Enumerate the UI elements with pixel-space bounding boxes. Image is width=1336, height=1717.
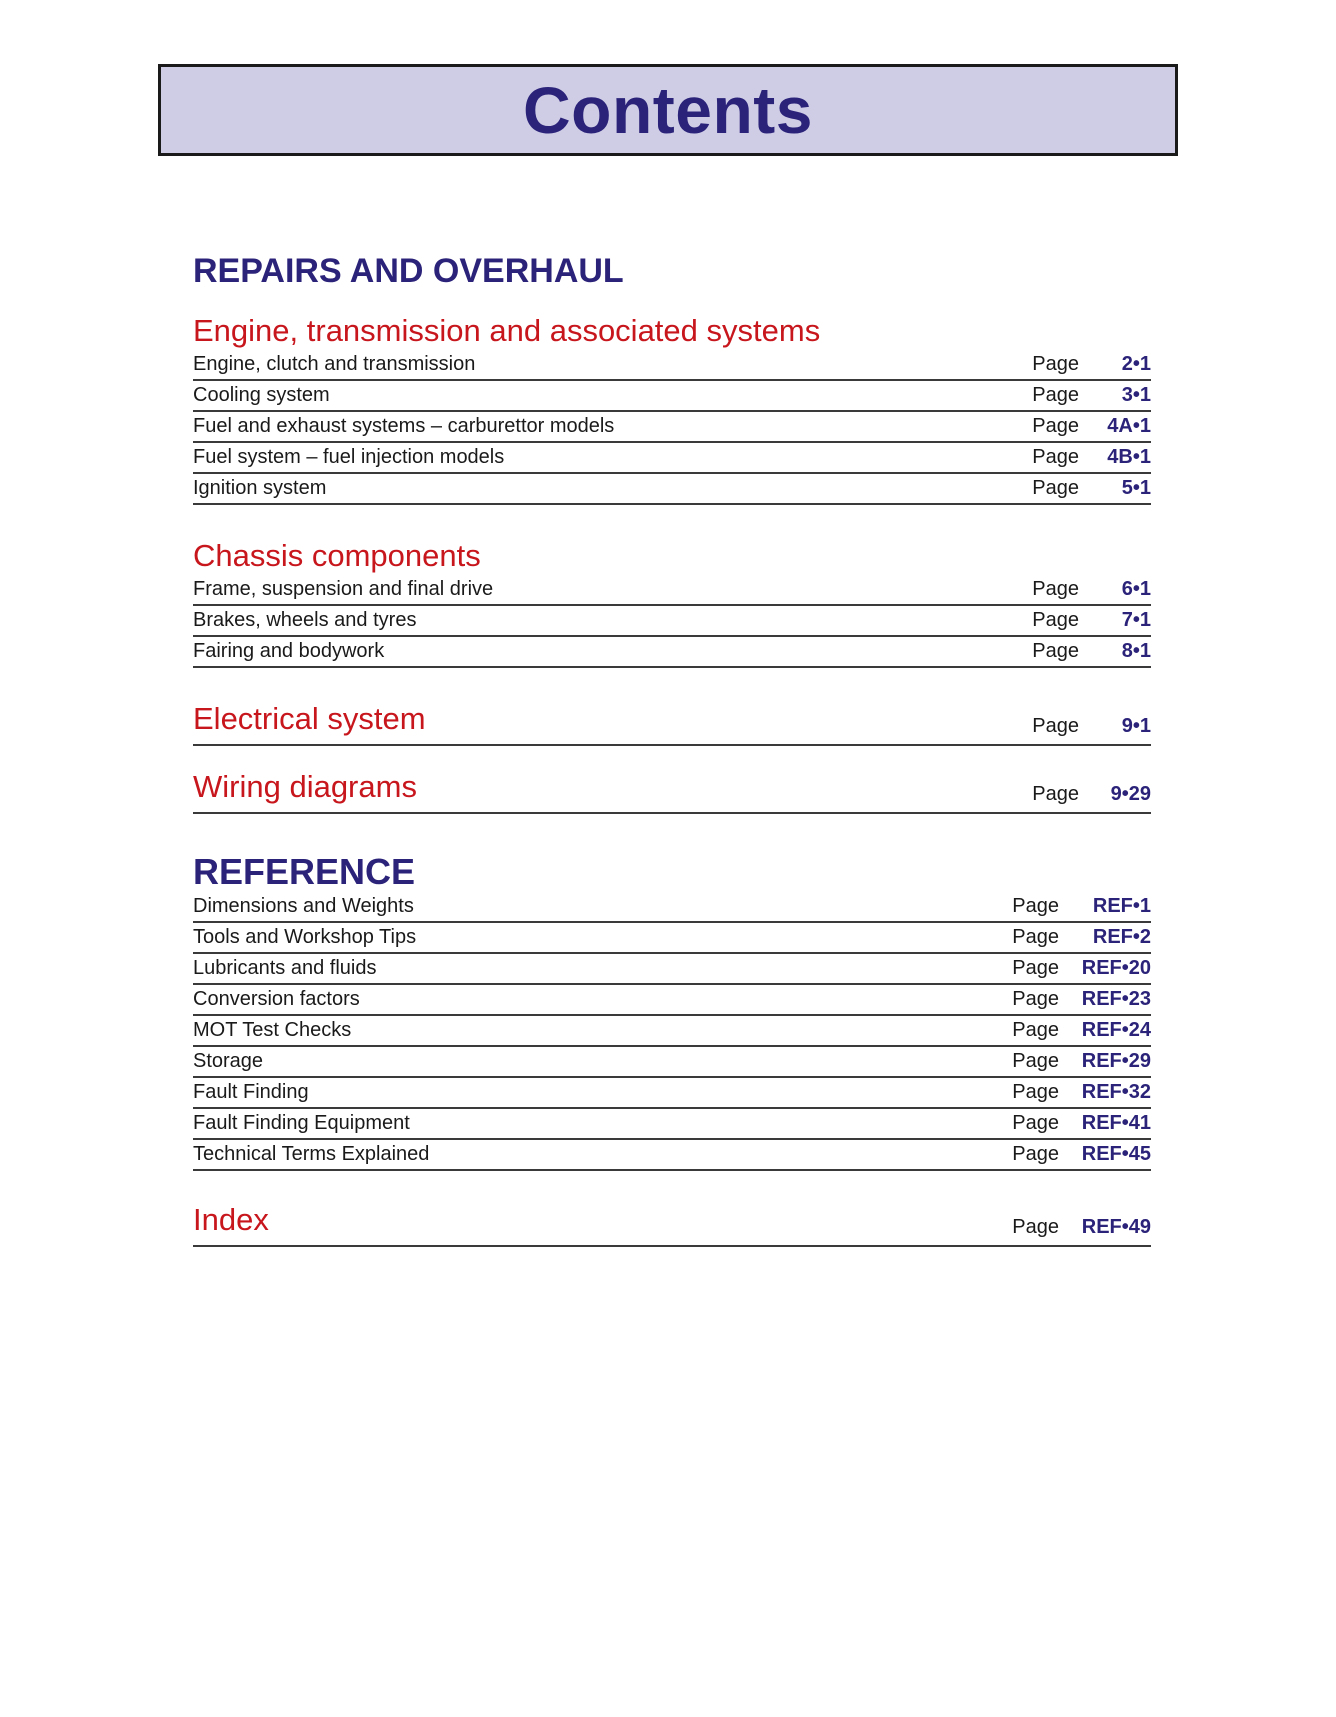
toc-entry[interactable] [193,923,1151,954]
section-engine [193,312,1151,505]
page-number: REF•49 [1081,1216,1151,1238]
section-title: Index [193,1202,269,1237]
page-number: REF•20 [1081,957,1151,979]
entry-label: Fault Finding Equipment [193,1112,410,1134]
entry-label: Brakes, wheels and tyres [193,609,417,631]
toc-entry[interactable] [193,892,1151,923]
page-word: Page [1012,957,1059,979]
page-word: Page [1032,446,1079,468]
entry-label: Fuel and exhaust systems – carburettor models [193,415,615,437]
page-number: REF•1 [1092,895,1151,917]
toc-entry[interactable] [193,1047,1151,1078]
page-word: Page [1032,477,1079,499]
toc-entry[interactable] [193,700,1151,746]
contents-title-box [158,64,1178,156]
page-number: 4A•1 [1107,415,1151,437]
entry-label: Conversion factors [193,988,360,1010]
entry-label: Technical Terms Explained [193,1143,430,1165]
page-number: REF•24 [1081,1019,1151,1041]
page-word: Page [1032,640,1079,662]
entry-label: Tools and Workshop Tips [193,926,417,948]
toc-entry[interactable] [193,985,1151,1016]
page-number: REF•45 [1081,1143,1151,1165]
toc-entry[interactable] [193,412,1151,443]
page-number: REF•29 [1081,1050,1151,1072]
page-number: 6•1 [1121,578,1151,600]
page-word: Page [1032,578,1079,600]
page-number: 4B•1 [1107,446,1151,468]
page-word: Page [1032,609,1079,631]
entry-label: Dimensions and Weights [193,895,414,917]
toc-entry[interactable] [193,954,1151,985]
page-word: Page [1032,384,1079,406]
page-word: Page [1032,783,1079,805]
page-word: Page [1032,353,1079,375]
page-word: Page [1012,1143,1059,1165]
toc-entry[interactable] [193,1109,1151,1140]
toc-entry[interactable] [193,1016,1151,1047]
page-title: Contents [523,73,813,147]
page-word: Page [1012,895,1059,917]
section-title: Electrical system [193,701,426,736]
toc-entry[interactable] [193,350,1151,381]
entry-label: Lubricants and fluids [193,957,377,979]
toc-entry[interactable] [193,1078,1151,1109]
toc-entry[interactable] [193,768,1151,814]
section-chassis [193,537,1151,668]
page-word: Page [1012,1050,1059,1072]
entry-label: MOT Test Checks [193,1019,352,1041]
page-number: 2•1 [1121,353,1151,375]
page-word: Page [1012,1112,1059,1134]
toc-entry[interactable] [193,1140,1151,1171]
page-number: 3•1 [1121,384,1151,406]
toc-entry[interactable] [193,575,1151,606]
entry-label: Fuel system – fuel injection models [193,446,505,468]
section-title: Wiring diagrams [193,769,417,804]
page-number: REF•2 [1092,926,1151,948]
page-word: Page [1012,1081,1059,1103]
page-number: 9•29 [1110,783,1151,805]
toc-entry[interactable] [193,381,1151,412]
page-number: 7•1 [1121,609,1151,631]
entry-label: Ignition system [193,477,327,499]
toc-entry[interactable] [193,443,1151,474]
contents-body [193,248,1151,1247]
page-word: Page [1032,415,1079,437]
entry-label: Fault Finding [193,1081,309,1103]
toc-entry[interactable] [193,637,1151,668]
page-word: Page [1012,1216,1059,1238]
page-number: 9•1 [1121,715,1151,737]
toc-entry[interactable] [193,606,1151,637]
page-number: 5•1 [1121,477,1151,499]
page-number: 8•1 [1121,640,1151,662]
entry-label: Storage [193,1050,264,1072]
entry-label: Fairing and bodywork [193,640,385,662]
section-wiring [193,768,1151,814]
page-word: Page [1012,1019,1059,1041]
section-title: Engine, transmission and associated systems [193,313,821,348]
page-number: REF•32 [1081,1081,1151,1103]
entry-label: Frame, suspension and final drive [193,578,494,600]
toc-entry[interactable] [193,474,1151,505]
part-heading-reference: REFERENCE [193,851,416,892]
section-title: Chassis components [193,538,481,573]
page-number: REF•23 [1081,988,1151,1010]
entry-label: Engine, clutch and transmission [193,353,476,375]
section-index [193,1201,1151,1247]
page-number: REF•41 [1081,1112,1151,1134]
page-word: Page [1012,988,1059,1010]
toc-entry[interactable] [193,1201,1151,1247]
section-electrical [193,700,1151,746]
page-word: Page [1012,926,1059,948]
page-word: Page [1032,715,1079,737]
part-heading-repairs: REPAIRS AND OVERHAUL [193,252,624,290]
section-reference [193,892,1151,1171]
entry-label: Cooling system [193,384,330,406]
